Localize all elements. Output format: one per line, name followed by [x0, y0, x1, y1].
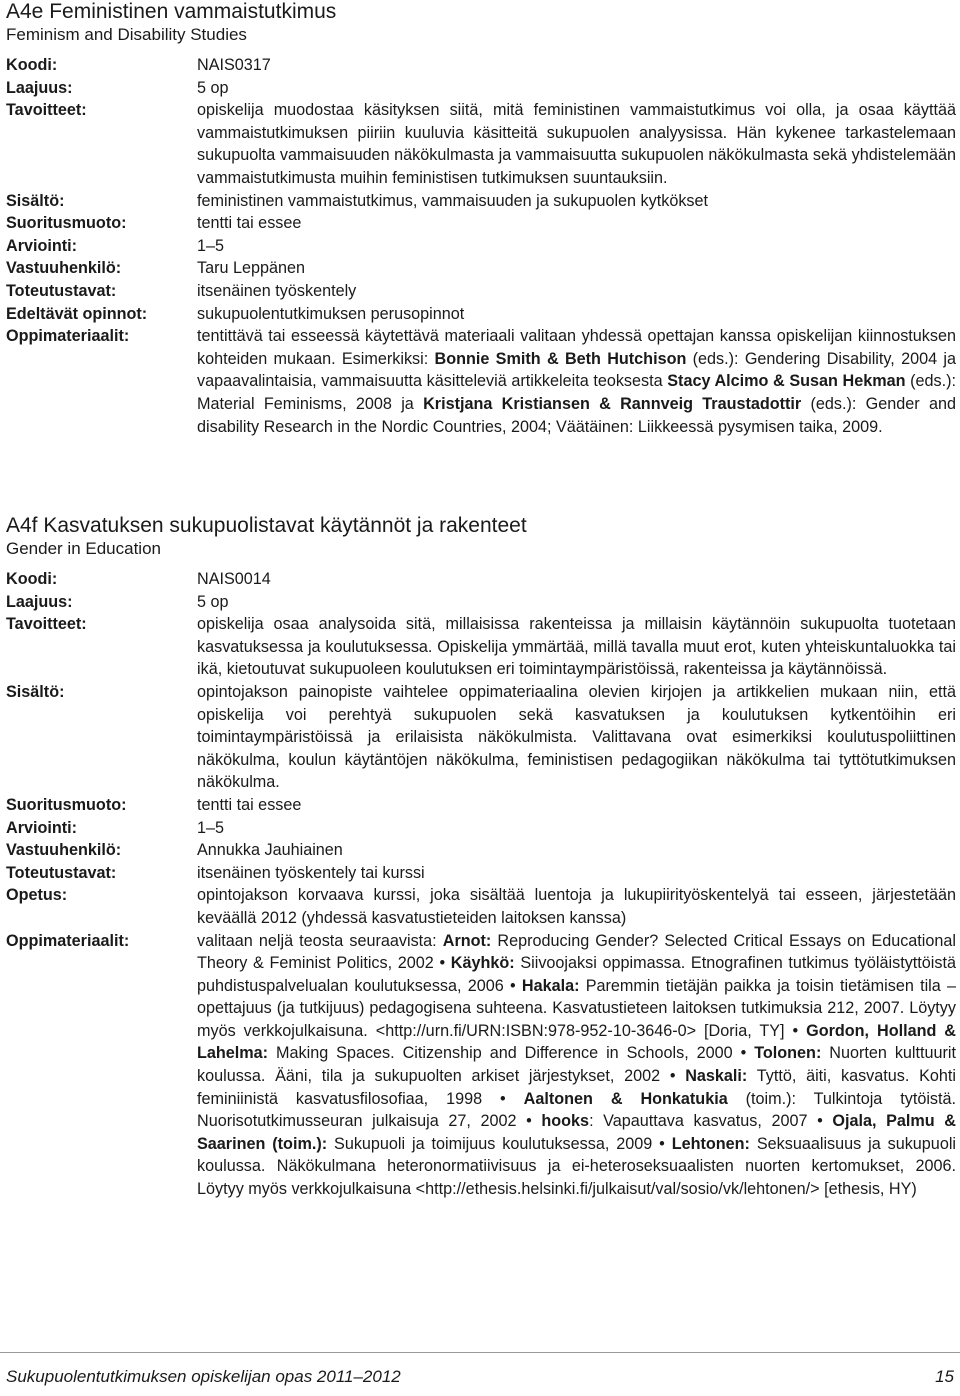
field-label: Tavoitteet:: [6, 101, 87, 120]
author-name: Gordon, Holland & Lahelma:: [197, 1021, 956, 1063]
field-label: Arviointi:: [6, 236, 78, 255]
materials-text: Making Spaces. Citizenship and Difference in Schools, 2000 •: [268, 1044, 755, 1063]
field-value: itsenäinen työskentely tai kurssi: [197, 863, 425, 882]
field-label: Sisältö:: [6, 191, 65, 210]
field-label: Opetus:: [6, 886, 68, 905]
materials-value: [197, 930, 956, 1201]
course-details: [6, 568, 956, 1201]
field-value: tentti tai essee: [197, 795, 302, 814]
field-value: opiskelija osaa analysoida sitä, millaisissa rakenteissa ja millaisin käytännöin sukupuolta tuotetaan kasvatuksessa ja koulutuksessa. Opiskelija ymmärtää, millä tavalla muut erot, kuten yhteiskuntaluokka tai ikä, kietoutuvat sukupuoleen koulutuksen eri toimintaympäristöissä, rakenteissa ja käytännöissä.: [197, 615, 956, 679]
field-label: Vastuuhenkilö:: [6, 259, 122, 278]
field-value: opiskelija muodostaa käsityksen siitä, mitä feministinen vammaistutkimus voi olla, ja osaa käyttää vammaistutkimuksen piiriin kuuluvia käsitteitä sukupuolen analyysissa. Hän kykenee tarkastelemaan sukupuolta vammaisuuden näkökulmasta ja vammaisuutta sukupuolen näkökulmasta sekä yhdistelemään vammaistutkimusta muihin feministisen tutkimuksen suuntauksiin.: [197, 101, 956, 187]
author-name: Hakala:: [521, 976, 580, 995]
field-value: 1–5: [197, 236, 225, 255]
field-label: Suoritusmuoto:: [6, 795, 127, 814]
materials-text: Seksuaalisuus ja sukupuoli koulussa. Näkökulmana heteronormatiivisuus ja ei-heteroseksuaalisten nuorten kertomukset, 2006. Löytyy myös verkkojulkaisuna <http://ethesis.helsinki.fi/julkaisut/val/sosio/vk/lehtonen/> [ethesis, HY): [197, 1134, 957, 1199]
field-value: 1–5: [197, 818, 225, 837]
course-title: A4e Feministinen vammaistutkimus: [6, 0, 337, 23]
materials-text: Tyttö, äiti, kasvatus. Kohti feminiinistä kasvatusfilosofiaa, 1998 •: [197, 1067, 956, 1108]
field-label: Sisältö:: [6, 682, 65, 701]
author-name: Bonnie Smith & Beth Hutchison: [434, 349, 687, 368]
materials-value: [197, 325, 956, 438]
page-footer: [6, 1366, 954, 1388]
author-name: Arnot:: [442, 931, 492, 950]
field-value: NAIS0317: [197, 56, 271, 74]
field-label: Toteutustavat:: [6, 863, 117, 882]
field-label: Laajuus:: [6, 78, 73, 97]
author-name: Aaltonen & Honkatukia: [523, 1089, 728, 1108]
course-section-a4f: [6, 514, 956, 1201]
materials-text: Paremmin tietäjän paikka ja toisin tietämisen tila – opettajuus (ja tutkijuus) pedagogisena suhteena. Kasvatustieteen laitoksen tutkimuksia 212, 2007. Löytyy myös verkkojulkaisuna. <http://urn.fi/URN:ISBN:978-952-10-3646-0> [Doria, TY] •: [197, 976, 956, 1040]
author-name: Ojala, Palmu & Saarinen (toim.):: [197, 1112, 956, 1153]
field-value: 5 op: [197, 78, 229, 97]
field-value: Annukka Jauhiainen: [197, 841, 343, 860]
field-value: Taru Leppänen: [197, 259, 306, 278]
materials-text: tentittävä tai esseessä käytettävä materiaali valitaan yhdessä opettajan kanssa opiskelijan kiinnostuksen kohteiden mukaan. Esimerkiksi:: [197, 327, 956, 368]
field-label: Vastuuhenkilö:: [6, 841, 122, 860]
field-value: opintojakson painopiste vaihtelee oppimateriaalina olevien kirjojen ja artikkelien mukaan niin, että opiskelija voi perehtyä sukupuolen sekä kasvatuksen ja koulutuksen kytkentöihin eri toimintaympäristöissä ja erilaisista näkökulmista. Valittavana ovat esimerkiksi koulutuspoliittinen näkökulma, koulun käytäntöjen näkökulma, feministisen pedagogiikan näkökulma tai tyttötutkimuksen näkökulma.: [197, 682, 956, 792]
course-section-a4e: [6, 0, 956, 438]
field-label: Arviointi:: [6, 818, 78, 837]
field-label: Oppimateriaalit:: [6, 327, 130, 346]
author-name: Lehtonen:: [671, 1134, 750, 1153]
materials-text: (eds.): Gendering Disability, 2004 ja vapaavalintaisia, vammaisuutta käsitteleviä artikkeleita teoksesta: [197, 349, 956, 391]
field-value: feministinen vammaistutkimus, vammaisuuden ja sukupuolen kytkökset: [197, 191, 709, 210]
materials-text: Sukupuoli ja toimijuus koulutuksessa, 2009 •: [327, 1134, 672, 1153]
field-label: Toteutustavat:: [6, 281, 117, 300]
field-value: opintojakson korvaava kurssi, joka sisältää luentoja ja lukupiirityöskentelyä tai esseen, järjestetään keväällä 2012 (yhdessä kasvatustieteiden laitoksen kanssa): [197, 886, 956, 927]
course-details: [6, 54, 956, 438]
page-number: 15: [935, 1367, 954, 1386]
author-name: Tolonen:: [754, 1044, 822, 1063]
author-name: Naskali:: [685, 1067, 748, 1086]
field-value: itsenäinen työskentely: [197, 281, 357, 300]
footer-title: Sukupuolentutkimuksen opiskelijan opas 2011–2012: [6, 1367, 401, 1386]
field-value: NAIS0014: [197, 570, 271, 588]
field-label: Koodi:: [6, 56, 58, 74]
course-title: A4f Kasvatuksen sukupuolistavat käytännöt ja rakenteet: [6, 514, 527, 537]
author-name: Käyhkö:: [450, 954, 515, 973]
materials-text: Siivoojaksi oppimassa. Etnografinen tutkimus työläistyttöistä puhdistuspalvelualan koulutuksessa, 2006 •: [197, 954, 956, 995]
materials-text: (eds.): Gender and disability Research in the Nordic Countries, 2004; Väätäinen: Liikkeessä pysymisen taika, 2009.: [197, 394, 956, 436]
field-label: Koodi:: [6, 570, 58, 588]
author-name: hooks: [541, 1112, 590, 1131]
field-value: tentti tai essee: [197, 214, 302, 233]
author-name: Kristjana Kristiansen & Rannveig Traustadottir: [423, 394, 802, 413]
materials-text: (eds.): Material Feminisms, 2008 ja: [197, 372, 957, 413]
footer-divider: [0, 1352, 960, 1353]
field-value: 5 op: [197, 592, 229, 611]
course-subtitle: Feminism and Disability Studies: [6, 25, 247, 44]
course-subtitle: Gender in Education: [6, 539, 161, 558]
field-label: Tavoitteet:: [6, 615, 87, 634]
field-label: Edeltävät opinnot:: [6, 304, 148, 323]
materials-text: valitaan neljä teosta seuraavista:: [197, 931, 443, 950]
author-name: Stacy Alcimo & Susan Hekman: [667, 372, 906, 391]
field-value: sukupuolentutkimuksen perusopinnot: [197, 304, 465, 323]
materials-text: (toim.): Tulkintoja tytöistä. Nuorisotutkimusseuran julkaisuja 27, 2002 •: [197, 1089, 957, 1131]
field-label: Laajuus:: [6, 592, 73, 611]
field-label: Oppimateriaalit:: [6, 931, 130, 950]
materials-text: : Vapauttava kasvatus, 2007 •: [589, 1112, 833, 1131]
materials-text: Nuorten kulttuurit koulussa. Ääni, tila ja sukupuolten arkiset järjestykset, 2002 •: [197, 1044, 956, 1086]
field-label: Suoritusmuoto:: [6, 214, 127, 233]
materials-text: Reproducing Gender? Selected Critical Essays on Educational Theory & Feminist Politics, 2002 •: [197, 931, 957, 973]
